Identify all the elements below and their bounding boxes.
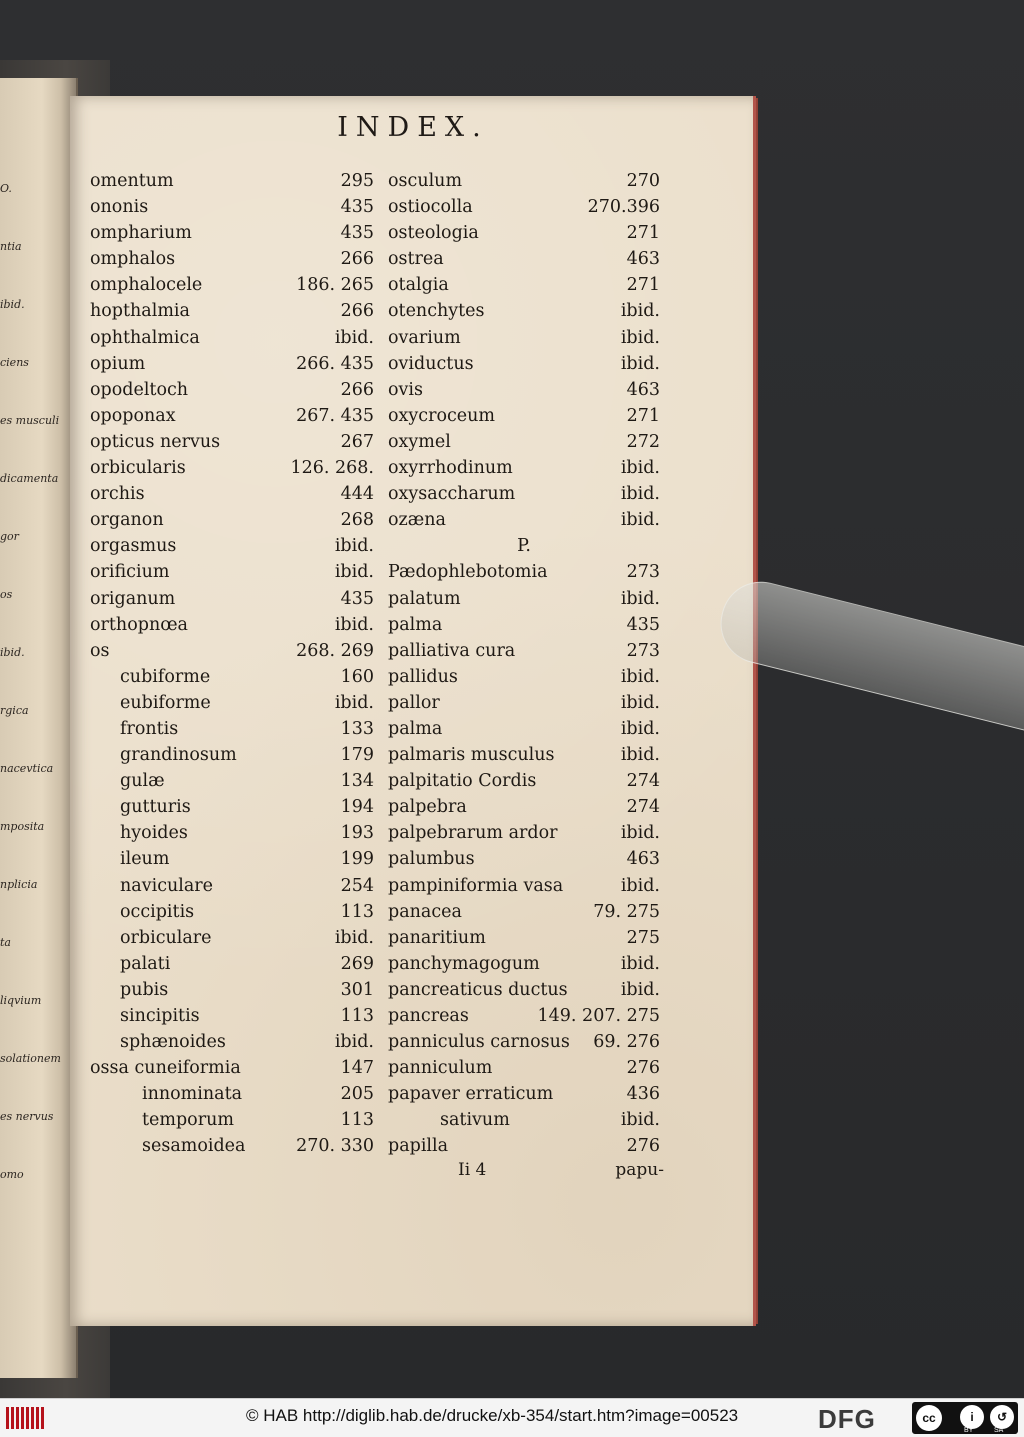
index-term: palpebra xyxy=(388,797,467,818)
page-reference: 271 xyxy=(626,275,660,296)
index-term: orchis xyxy=(90,484,145,505)
page-reference: 149. 207. 275 xyxy=(537,1006,660,1026)
index-entry xyxy=(90,1081,374,1107)
left-page-fragment: es musculi xyxy=(0,414,60,427)
page-reference: 270 xyxy=(626,171,660,191)
index-term: oxysaccharum xyxy=(388,484,516,505)
index-term: os xyxy=(90,640,110,661)
left-page-fragment: ibid. xyxy=(0,646,25,659)
page-reference: ibid. xyxy=(334,327,374,348)
index-entry xyxy=(388,194,660,220)
left-page-fragment: dicamenta xyxy=(0,472,59,485)
page-reference: 435 xyxy=(340,223,374,244)
page-reference: ibid. xyxy=(620,718,660,739)
index-entry xyxy=(388,899,660,925)
page-reference: 275 xyxy=(626,927,660,948)
left-page-fragment: ta xyxy=(0,936,11,949)
index-term: pubis xyxy=(120,979,169,1000)
sa-label: SA xyxy=(994,1427,1004,1434)
index-term: ostiocolla xyxy=(388,197,473,218)
index-term: temporum xyxy=(142,1110,234,1131)
index-term: orificium xyxy=(90,562,170,583)
index-entry xyxy=(90,612,374,638)
copyright-link[interactable]: © HAB http://diglib.hab.de/drucke/xb-354/start.htm?image=00523 xyxy=(246,1406,739,1425)
index-entry xyxy=(388,298,660,324)
page-reference: 134 xyxy=(340,771,374,792)
index-term: papaver erraticum xyxy=(388,1084,554,1105)
left-page-fragment: solationem xyxy=(0,1052,61,1065)
index-term: otenchytes xyxy=(388,301,485,322)
index-entry xyxy=(90,1107,374,1133)
page-reference: ibid. xyxy=(620,301,660,322)
index-term: orbicularis xyxy=(90,458,186,479)
index-entry xyxy=(90,246,374,272)
index-term: oxymel xyxy=(388,431,451,452)
index-entry xyxy=(90,690,374,716)
index-entry xyxy=(90,194,374,220)
index-term: orgasmus xyxy=(90,536,177,557)
index-column-left xyxy=(90,168,374,1160)
page-reference: 266 xyxy=(340,379,374,400)
index-term: panacea xyxy=(388,901,462,922)
page-reference: 160 xyxy=(340,666,374,687)
page-reference: ibid. xyxy=(620,327,660,348)
index-entry xyxy=(90,298,374,324)
index-term: orbiculare xyxy=(120,927,212,948)
page-reference: 274 xyxy=(626,797,660,818)
page-reference: 266 xyxy=(340,249,374,270)
page-reference: 267 xyxy=(340,431,374,452)
index-entry xyxy=(388,1081,660,1107)
index-entry xyxy=(90,742,374,768)
page-reference: 272 xyxy=(626,431,660,452)
index-term: palpitatio Cordis xyxy=(388,771,537,792)
index-term: palma xyxy=(388,718,443,739)
page-reference: 113 xyxy=(340,1006,374,1026)
left-page-fragment: liqvium xyxy=(0,994,42,1007)
page-reference: 254 xyxy=(340,875,374,896)
page-reference: 276 xyxy=(626,1136,660,1157)
page-reference: ibid. xyxy=(620,588,660,609)
index-entry xyxy=(90,768,374,794)
page-reference: ibid. xyxy=(334,927,374,948)
page-reference: ibid. xyxy=(334,692,374,713)
index-column-right xyxy=(388,168,660,1160)
page-reference: ibid. xyxy=(620,823,660,844)
index-term: osculum xyxy=(388,171,463,191)
index-term: ostrea xyxy=(388,249,444,270)
index-term: otalgia xyxy=(388,275,449,296)
page-reference: 270.396 xyxy=(587,197,660,218)
index-entry xyxy=(90,1055,374,1081)
index-term: sincipitis xyxy=(120,1006,200,1026)
page-reference: 435 xyxy=(626,614,660,635)
index-entry xyxy=(388,1133,660,1159)
page-reference: 266 xyxy=(340,301,374,322)
page-reference: ibid. xyxy=(620,353,660,374)
left-page-fragment: omo xyxy=(0,1168,24,1181)
page-reference: 147 xyxy=(340,1058,374,1079)
page-reference: ibid. xyxy=(620,953,660,974)
cc-license-badge[interactable] xyxy=(912,1402,1018,1434)
left-page-fragment: nacevtica xyxy=(0,762,54,775)
index-entry xyxy=(90,533,374,559)
index-entry xyxy=(90,951,374,977)
page-reference: 463 xyxy=(626,249,660,270)
index-entry xyxy=(90,507,374,533)
page-reference: 444 xyxy=(340,484,374,505)
index-entry xyxy=(90,429,374,455)
index-term: ileum xyxy=(120,849,170,870)
index-page xyxy=(70,96,756,1326)
page-reference: 113 xyxy=(340,901,374,922)
index-entry xyxy=(90,220,374,246)
index-term: palmaris musculus xyxy=(388,745,555,766)
page-reference: 270. 330 xyxy=(296,1136,374,1157)
index-entry xyxy=(388,586,660,612)
index-term: sphænoides xyxy=(120,1032,226,1053)
by-label: BY xyxy=(964,1427,974,1434)
page-reference: 268 xyxy=(340,510,374,531)
page-reference: ibid. xyxy=(334,562,374,583)
glass-page-holder xyxy=(712,573,1024,735)
page-reference: 79. 275 xyxy=(593,901,660,922)
index-entry xyxy=(388,1029,660,1055)
page-reference: ibid. xyxy=(620,979,660,1000)
index-entry xyxy=(388,403,660,429)
left-page-fragment: os xyxy=(0,588,13,601)
index-entry xyxy=(90,403,374,429)
left-page-fragment: rgica xyxy=(0,704,29,717)
page-reference: ibid. xyxy=(620,666,660,687)
index-term: pancreaticus ductus xyxy=(388,979,568,1000)
index-term: hopthalmia xyxy=(90,301,190,322)
page-reference: 193 xyxy=(340,823,374,844)
index-entry xyxy=(90,351,374,377)
index-term: innominata xyxy=(142,1084,243,1105)
index-term: palliativa cura xyxy=(388,640,516,661)
index-entry xyxy=(388,507,660,533)
index-term: oviductus xyxy=(388,353,474,374)
signature-mark: Ii 4 xyxy=(458,1160,487,1180)
page-reference: 271 xyxy=(626,223,660,244)
index-term: ovarium xyxy=(388,327,461,348)
left-page-edge xyxy=(0,78,78,1378)
index-term: sesamoidea xyxy=(142,1136,246,1157)
page-reference: 436 xyxy=(626,1084,660,1105)
index-entry xyxy=(388,559,660,585)
index-entry xyxy=(388,951,660,977)
index-term: cubiforme xyxy=(120,666,211,687)
page-reference: ibid. xyxy=(334,614,374,635)
index-term: pallor xyxy=(388,692,440,713)
page-reference: 199 xyxy=(340,849,374,870)
index-entry xyxy=(388,429,660,455)
index-term: oxycroceum xyxy=(388,405,496,426)
index-term: palumbus xyxy=(388,849,475,870)
page-reference: 276 xyxy=(626,1058,660,1079)
index-term: naviculare xyxy=(120,875,214,896)
left-page-fragment: nplicia xyxy=(0,878,38,891)
page-reference: 179 xyxy=(340,745,374,766)
page-reference: 205 xyxy=(340,1084,374,1105)
index-entry xyxy=(90,168,374,194)
page-reference: 266. 435 xyxy=(296,353,374,374)
page-reference: 69. 276 xyxy=(593,1032,660,1053)
index-entry xyxy=(388,716,660,742)
index-entry xyxy=(388,455,660,481)
index-term: opodeltoch xyxy=(90,379,189,400)
share-alike-icon: ↺ xyxy=(990,1405,1014,1429)
index-entry xyxy=(388,168,660,194)
attribution-icon: i xyxy=(960,1405,984,1429)
page-reference: ibid. xyxy=(620,510,660,531)
index-entry xyxy=(388,664,660,690)
index-entry xyxy=(90,716,374,742)
viewer-footer xyxy=(0,1398,1024,1437)
index-entry xyxy=(388,325,660,351)
page-reference: ibid. xyxy=(620,1110,660,1131)
index-entry xyxy=(388,925,660,951)
index-term: ononis xyxy=(90,197,149,218)
page-reference: ibid. xyxy=(620,745,660,766)
index-entry xyxy=(388,794,660,820)
index-entry xyxy=(90,1029,374,1055)
page-reference: ibid. xyxy=(620,484,660,505)
index-term: ozæna xyxy=(388,510,446,531)
index-entry xyxy=(388,1003,660,1029)
index-entry xyxy=(388,612,660,638)
index-term: orthopnœa xyxy=(90,614,188,635)
index-term: gutturis xyxy=(120,797,191,818)
index-term: P. xyxy=(517,536,531,557)
index-term: ossa cuneiformia xyxy=(90,1058,241,1079)
index-term: ophthalmica xyxy=(90,327,200,348)
index-entry xyxy=(90,559,374,585)
left-page-fragment: ciens xyxy=(0,356,29,369)
page-reference: 113 xyxy=(340,1110,374,1131)
index-entry xyxy=(90,481,374,507)
index-term: oxyrrhodinum xyxy=(388,458,513,479)
index-term: origanum xyxy=(90,588,176,609)
page-reference: 274 xyxy=(626,771,660,792)
index-term: palma xyxy=(388,614,443,635)
index-term: pallidus xyxy=(388,666,458,687)
page-reference: ibid. xyxy=(334,536,374,557)
index-entry xyxy=(388,820,660,846)
index-entry xyxy=(90,586,374,612)
left-page-fragment: ibid. xyxy=(0,298,25,311)
cc-icon: cc xyxy=(916,1405,942,1431)
page-reference: ibid. xyxy=(620,692,660,713)
index-entry xyxy=(90,272,374,298)
page-reference: ibid. xyxy=(334,1032,374,1053)
page-reference: 186. 265 xyxy=(296,275,374,296)
index-entry xyxy=(388,638,660,664)
left-page-fragment: ntia xyxy=(0,240,22,253)
index-entry xyxy=(90,377,374,403)
index-entry xyxy=(388,768,660,794)
index-entry xyxy=(388,742,660,768)
dfg-logo[interactable]: DFG xyxy=(818,1404,876,1434)
index-term: occipitis xyxy=(120,901,195,922)
left-page-fragment: O. xyxy=(0,182,12,195)
index-term: panniculus carnosus xyxy=(388,1032,570,1053)
page-reference: 268. 269 xyxy=(296,640,374,661)
index-entry xyxy=(388,481,660,507)
index-term: palatum xyxy=(388,588,461,609)
page-header: INDEX. xyxy=(337,112,489,143)
left-page-fragment: gor xyxy=(0,530,19,543)
page-reference: 435 xyxy=(340,588,374,609)
index-term: palati xyxy=(120,953,171,974)
index-term: sativum xyxy=(440,1110,510,1131)
index-entry xyxy=(90,638,374,664)
page-reference: 273 xyxy=(626,640,660,661)
index-term: opticus nervus xyxy=(90,431,221,452)
index-entry xyxy=(388,846,660,872)
page-reference: 271 xyxy=(626,405,660,426)
index-entry xyxy=(388,220,660,246)
left-page-fragment: es nervus xyxy=(0,1110,54,1123)
page-reference: 194 xyxy=(340,797,374,818)
index-entry xyxy=(388,873,660,899)
index-entry xyxy=(90,455,374,481)
index-entry xyxy=(90,1133,374,1159)
index-entry xyxy=(90,325,374,351)
index-term: pancreas xyxy=(388,1006,469,1026)
page-reference: 463 xyxy=(626,849,660,870)
index-term: osteologia xyxy=(388,223,479,244)
index-term: organon xyxy=(90,510,164,531)
page-reference: 301 xyxy=(340,979,374,1000)
index-term: pampiniformia vasa xyxy=(388,875,564,896)
index-term: Pædophlebotomia xyxy=(388,562,548,583)
index-term: ovis xyxy=(388,379,423,400)
hab-logo-icon[interactable] xyxy=(6,1407,44,1429)
page-reference: 463 xyxy=(626,379,660,400)
index-entry xyxy=(388,977,660,1003)
index-term: papilla xyxy=(388,1136,449,1157)
index-entry xyxy=(388,351,660,377)
index-term: opoponax xyxy=(90,405,176,426)
index-term: eubiforme xyxy=(120,692,211,713)
index-entry xyxy=(388,1055,660,1081)
index-term: omphalocele xyxy=(90,275,203,296)
page-reference: 267. 435 xyxy=(296,405,374,426)
index-term: grandinosum xyxy=(120,745,237,766)
index-letter-heading xyxy=(388,533,660,559)
index-term: ompharium xyxy=(90,223,192,244)
index-entry xyxy=(90,873,374,899)
index-entry xyxy=(90,1003,374,1029)
catchword: papu- xyxy=(615,1160,664,1180)
index-entry xyxy=(90,794,374,820)
page-reference: ibid. xyxy=(620,875,660,896)
index-term: omphalos xyxy=(90,249,176,270)
page-reference: 269 xyxy=(340,953,374,974)
index-entry xyxy=(388,246,660,272)
page-reference: 273 xyxy=(626,562,660,583)
index-entry xyxy=(90,899,374,925)
index-entry xyxy=(90,925,374,951)
index-term: panchymagogum xyxy=(388,953,540,974)
page-reference: 295 xyxy=(340,171,374,191)
index-entry xyxy=(388,690,660,716)
index-entry xyxy=(388,272,660,298)
page-reference: 435 xyxy=(340,197,374,218)
index-entry xyxy=(90,820,374,846)
index-term: opium xyxy=(90,353,146,374)
index-term: gulæ xyxy=(120,771,165,792)
index-term: omentum xyxy=(90,171,174,191)
index-entry xyxy=(388,1107,660,1133)
index-entry xyxy=(90,977,374,1003)
page-reference: ibid. xyxy=(620,458,660,479)
index-term: palpebrarum ardor xyxy=(388,823,558,844)
index-entry xyxy=(90,846,374,872)
index-term: panaritium xyxy=(388,927,486,948)
page-reference: 133 xyxy=(340,718,374,739)
left-page-fragment: mposita xyxy=(0,820,45,833)
index-term: panniculum xyxy=(388,1058,493,1079)
index-term: hyoides xyxy=(120,823,188,844)
index-term: frontis xyxy=(120,718,179,739)
index-entry xyxy=(90,664,374,690)
page-reference: 126. 268. xyxy=(290,458,374,479)
index-entry xyxy=(388,377,660,403)
